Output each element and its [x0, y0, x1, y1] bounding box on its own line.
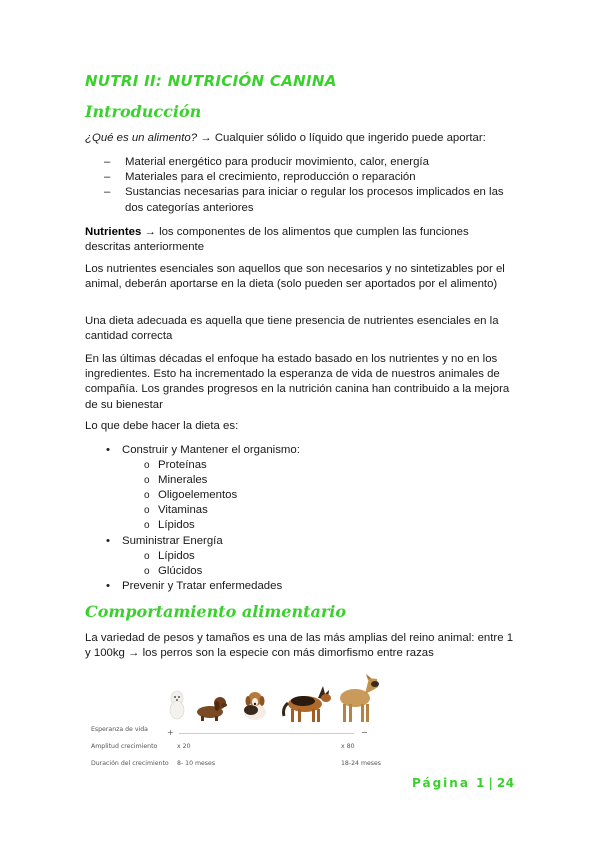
- sub-item: o Minerales: [144, 474, 208, 487]
- esenciales-paragraph: Los nutrientes esenciales son aquellos que son necesarios y no sintetizables por el animal, deberán aportarse en la dieta (solo pueden ser aportados por el alimento): [85, 263, 505, 291]
- sub-item: o Lípidos: [144, 549, 195, 562]
- figure-row-esperanza-label: Esperanza de vida: [91, 726, 148, 733]
- figure-minus-sign: −: [361, 728, 368, 737]
- bullet-item: • Prevenir y Tratar enfermedades: [106, 579, 283, 592]
- question-italic: ¿Qué es un alimento?: [85, 132, 198, 144]
- footer-total-pages: 24: [496, 776, 515, 790]
- document-title: NUTRI II: NUTRICIÓN CANINA: [85, 72, 337, 90]
- dash-list: [104, 155, 516, 216]
- dash-item: – Materiales para el crecimiento, reproducción o reparación: [104, 171, 416, 184]
- decadas-paragraph: En las últimas décadas el enfoque ha estado basado en los nutrientes y no en los ingredientes. Esto ha incrementado la esperanza de vida de nuestros animales de compañía. Los grandes progresos en la nutrición canina han contribuido a la mejora de su bienestar: [85, 353, 510, 411]
- great-dane-image: [335, 672, 381, 724]
- figure-row-duracion-label: Duración del crecimiento: [91, 760, 169, 767]
- sub-item: o Glúcidos: [144, 564, 203, 577]
- sub-item: o Vitaminas: [144, 504, 208, 517]
- figure-plus-sign: +: [167, 728, 174, 737]
- question-answer: Cualquier sólido o líquido que ingerido puede aportar:: [214, 132, 486, 144]
- sub-item: o Proteínas: [144, 459, 207, 472]
- nutrientes-label: Nutrientes: [85, 226, 142, 238]
- footer-page-word: Página: [412, 776, 470, 790]
- figure-amplitud-right: x 80: [341, 743, 355, 750]
- variedad-paragraph: La variedad de pesos y tamaños es una de las más amplias del reino animal: entre 1 y 100kg → los perros son la especie con más dimorfismo entre razas: [85, 632, 514, 660]
- dieta-paragraph: Una dieta adecuada es aquella que tiene presencia de nutrientes esenciales en la cantidad correcta: [85, 315, 499, 343]
- figure-row-amplitud-label: Amplitud crecimiento: [91, 743, 158, 750]
- bullet-list: [104, 443, 516, 594]
- nutrientes-paragraph: Nutrientes → los componentes de los alimentos que cumplen las funciones descritas anteriormente: [85, 226, 469, 254]
- dash-item: – Material energético para producir movimiento, calor, energía: [104, 156, 429, 168]
- dog-breeds-figure: [85, 668, 390, 776]
- figure-amplitud-left: x 20: [177, 743, 191, 750]
- sub-item: o Oligoelementos: [144, 489, 238, 502]
- sub-list: [122, 458, 516, 533]
- german-shepherd-image: [281, 678, 333, 724]
- question-line: [85, 131, 515, 146]
- comportamiento-heading: Comportamiento alimentario: [85, 602, 347, 621]
- maltese-dog-image: [168, 688, 186, 720]
- sub-list: [122, 549, 516, 579]
- figure-duracion-left: 8- 10 meses: [177, 760, 216, 767]
- dachshund-image: [193, 690, 229, 722]
- figure-gradient-line: [179, 733, 354, 734]
- dash-item: – Sustancias necesarias para iniciar o regular los procesos implicados en las dos categorías anteriores: [104, 186, 504, 214]
- debe-paragraph: Lo que debe hacer la dieta es:: [85, 420, 239, 432]
- intro-heading: Introducción: [85, 102, 202, 121]
- beagle-image: [238, 688, 272, 722]
- figure-duracion-right: 18-24 meses: [341, 760, 382, 767]
- footer-page-number: 1: [476, 776, 487, 790]
- page-footer: Página 1 | 24: [412, 776, 515, 790]
- question-arrow: →: [197, 132, 215, 144]
- sub-item: o Lípidos: [144, 519, 195, 532]
- bullet-item: • Construir y Mantener el organismo: o Proteínas o Minerales o Oligoelementos o Vitaminas o Lípidos: [104, 443, 516, 534]
- bullet-item: • Suministrar Energía o Lípidos o Glúcidos: [104, 534, 516, 579]
